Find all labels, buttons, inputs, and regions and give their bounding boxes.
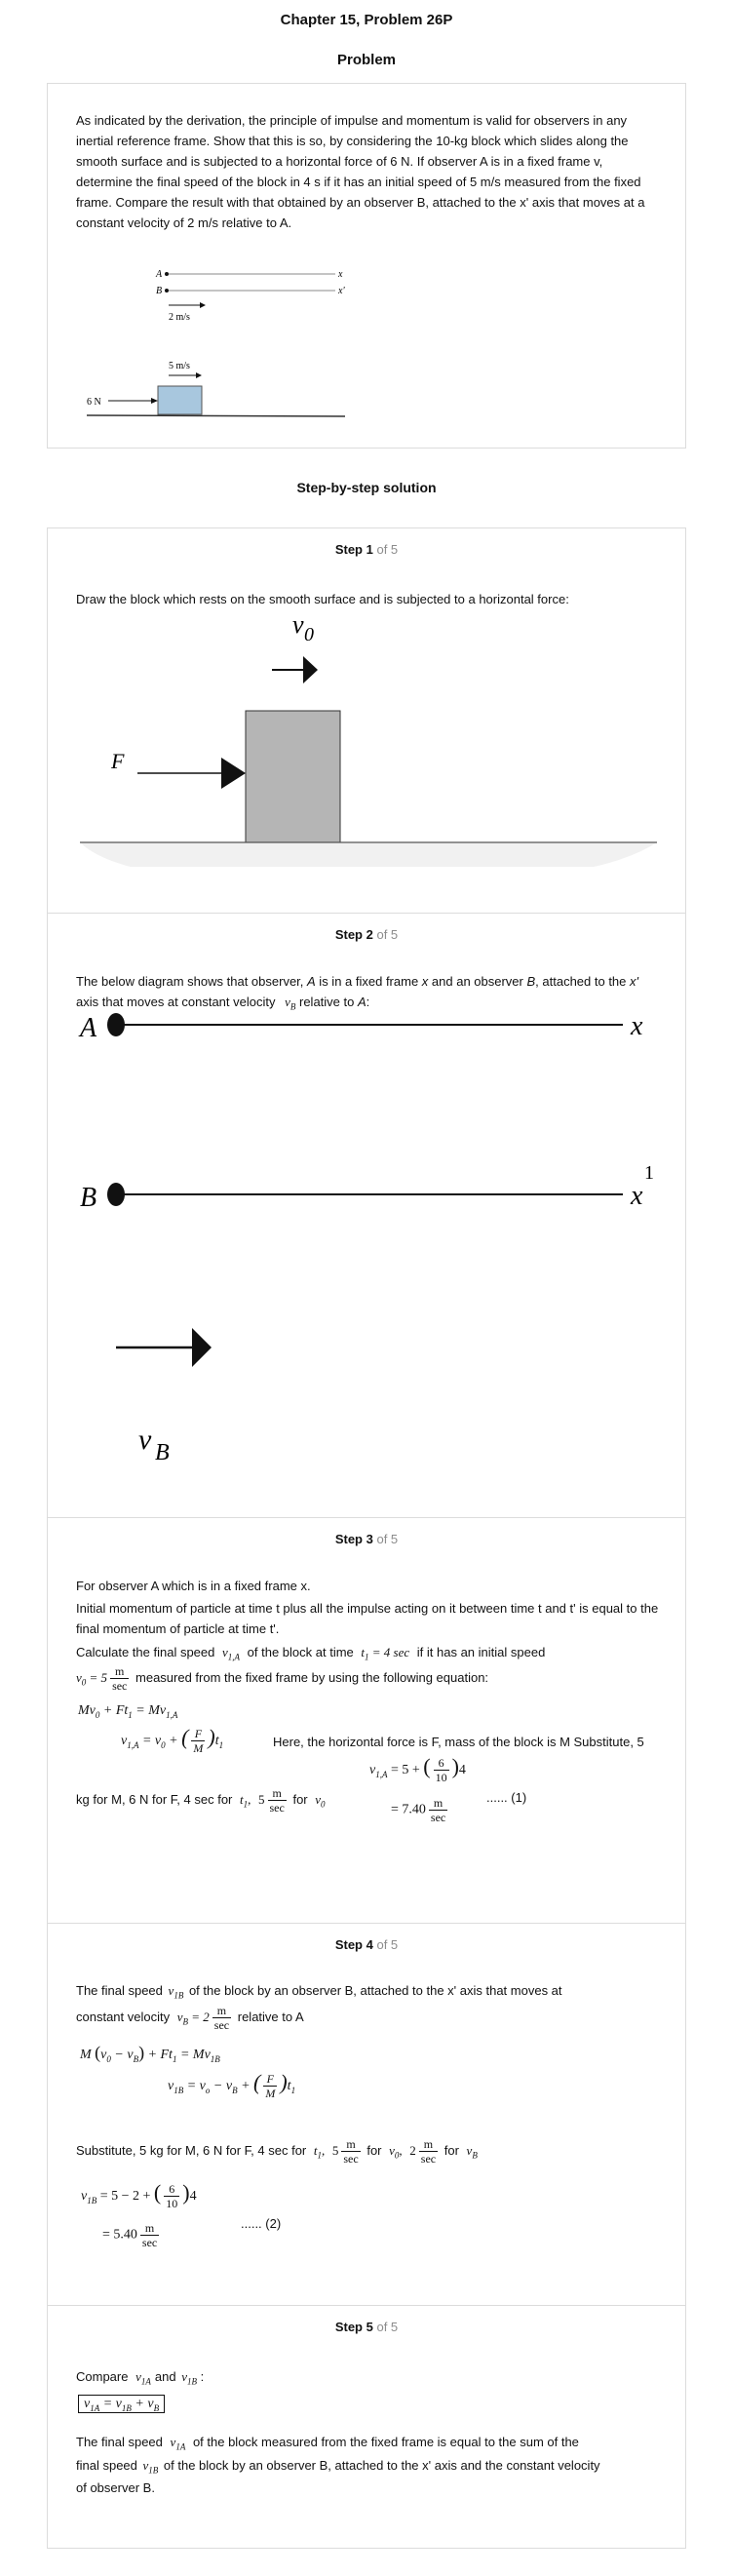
step-2-card	[47, 913, 686, 1519]
fig-label-a: A	[156, 269, 163, 280]
problem-heading: Problem	[336, 52, 396, 68]
xp-prime-mark: 1	[644, 1162, 654, 1184]
force-arrowhead	[221, 758, 246, 789]
step-2-figure	[48, 1011, 685, 1499]
step-2-heading	[48, 927, 685, 942]
step-3-heading: Step 3 of 5	[334, 1532, 399, 1546]
step-3-line-6: kg for M, 6 N for F, 4 sec for $t_1$, 5 $\frac{m}{\sec}$ for $v_0$	[76, 1786, 326, 1815]
step-4-heading: Step 4 of 5	[334, 1937, 399, 1952]
step-5-line-4: of observer B.	[76, 2480, 155, 2495]
page-title: Chapter 15, Problem 26P	[280, 12, 453, 28]
ground-shadow	[80, 842, 657, 867]
v1b-result: = 5.40 $\frac{m}{\sec}$	[102, 2221, 158, 2249]
observer-a-dot	[107, 1013, 125, 1036]
step-3-line-2: Initial momentum of particle at time t plus all the impulse acting on it between time t and t' is equal to the final momentum of particle at time t'.	[76, 1601, 659, 1636]
problem-card	[47, 83, 686, 449]
frame-a-label: A	[80, 1013, 97, 1043]
fig-axis-x: x	[338, 269, 343, 280]
step-1-figure	[48, 611, 685, 875]
step-1-of: of 5	[376, 542, 399, 557]
fig-label-b: B	[156, 286, 163, 296]
step-4-line-2: constant velocity $v_B = 2$ $\frac{m}{\sec}$ relative to A	[76, 2004, 304, 2032]
step-3-line-4: $v_0 = 5$ $\frac{m}{\sec}$ measured from the fixed frame by using the following equation:	[76, 1664, 489, 1693]
step-1-heading	[48, 542, 685, 557]
step-1-label: Step 1	[334, 542, 373, 557]
eq-1-label: ...... (1)	[486, 1790, 527, 1805]
step-5-heading: Step 5 of 5	[334, 2320, 399, 2334]
observer-b-dot	[107, 1183, 125, 1206]
vb-symbol: v	[138, 1424, 152, 1456]
step-3-line-1: For observer A which is in a fixed frame x.	[76, 1579, 311, 1593]
step-1-text: Draw the block which rests on the smooth surface and is subjected to a horizontal force:	[76, 592, 569, 606]
fig-block	[158, 386, 202, 414]
fig-force: 6 N	[87, 397, 101, 408]
vb-subscript: B	[155, 1440, 170, 1465]
step-4-line-3: Substitute, 5 kg for M, 6 N for F, 4 sec for $t_1$, 5 $\frac{m}{\sec}$ for $v_0$, 2 $\frac{m}{\sec}$ for $v_B$	[76, 2137, 478, 2166]
fig-block-speed: 5 m/s	[169, 361, 190, 371]
momentum-equation-b: M $(v_0 - v_B) + Ft_1 = Mv_{1B}$	[80, 2043, 220, 2064]
step-4-line-1: The final speed $v_{1B}$ of the block by an observer B, attached to the x' axis that moves at	[76, 1983, 562, 2001]
step-5-line-2: The final speed $v_{1A}$ of the block measured from the fixed frame is equal to the sum of the	[76, 2435, 579, 2452]
momentum-equation: $Mv_0 + Ft_1 = Mv_{1,A}$	[78, 1703, 178, 1720]
frame-b-label: B	[80, 1183, 97, 1213]
step-2-text: The below diagram shows that observer, A is in a fixed frame x and an observer B, attached to the x' axis that moves at constant velocity $v_B$ relative to A:	[76, 974, 638, 1012]
vb-arrowhead	[192, 1328, 212, 1367]
problem-text: As indicated by the derivation, the principle of impulse and momentum is valid for observers in any inertial reference frame. Show that this is so, by considering the 10-kg block which slides along the smooth surface and is subjected to a horizontal force of 6 N. If observer A is in a fixed frame v, determine the final speed of the block in 4 s if it has an initial speed of 5 m/s measured from the fixed frame. Compare the result with that obtained by an observer B, attached to the x' axis that moves at a constant velocity of 2 m/s relative to A.	[76, 113, 645, 230]
step-2-of: of 5	[376, 927, 399, 942]
force-symbol: F	[111, 749, 125, 773]
eq-2-label: ...... (2)	[241, 2216, 282, 2231]
step-3-line-3: Calculate the final speed $v_{1,A}$ of the block at time $t_1 = 4$ sec if it has an initial speed	[76, 1645, 546, 1662]
x-axis-label: x	[631, 1011, 643, 1041]
v0-symbol: v	[292, 611, 304, 639]
step-5-line-1: Compare $v_{1A}$ and $v_{1B}$ :	[76, 2369, 205, 2387]
v1b-substitution: $v_{1B} = 5 - 2$ + ( $\frac{6}{10}$ )4	[81, 2180, 197, 2211]
step-5-card	[47, 2305, 686, 2549]
v1a-result: = 7.40 $\frac{m}{\sec}$	[391, 1796, 446, 1824]
v0-arrowhead	[303, 656, 318, 683]
fig-frame-speed: 2 m/s	[169, 312, 190, 323]
step-4-card	[47, 1923, 686, 2307]
result-box: $v_{1A} = v_{1B} + v_B$	[78, 2397, 165, 2413]
step-1-block	[246, 711, 340, 842]
v1a-formula: $v_{1,A} = v_0$ + ( $\frac{F}{M}$ )$t_1$	[121, 1725, 224, 1756]
step-1-card	[47, 527, 686, 915]
v1b-formula: $v_{1B} = v_o - v_B$ + ( $\frac{F}{M}$ )$t_1$	[168, 2070, 296, 2101]
xp-axis-label: x	[631, 1181, 643, 1211]
step-5-line-3: final speed $v_{1B}$ of the block by an observer B, attached to the x' axis and the constant velocity	[76, 2458, 600, 2476]
v0-subscript: 0	[304, 624, 314, 645]
problem-figure	[48, 257, 685, 433]
step-3-line-5: Here, the horizontal force is F, mass of the block is M Substitute, 5	[273, 1735, 644, 1749]
step-3-card	[47, 1517, 686, 1925]
v1a-substitution: $v_{1,A} = 5$ + ( $\frac{6}{10}$ )4	[369, 1754, 466, 1785]
solution-heading: Step-by-step solution	[296, 480, 437, 495]
step-2-label: Step 2	[334, 927, 373, 942]
fig-axis-xp: x'	[338, 286, 345, 296]
